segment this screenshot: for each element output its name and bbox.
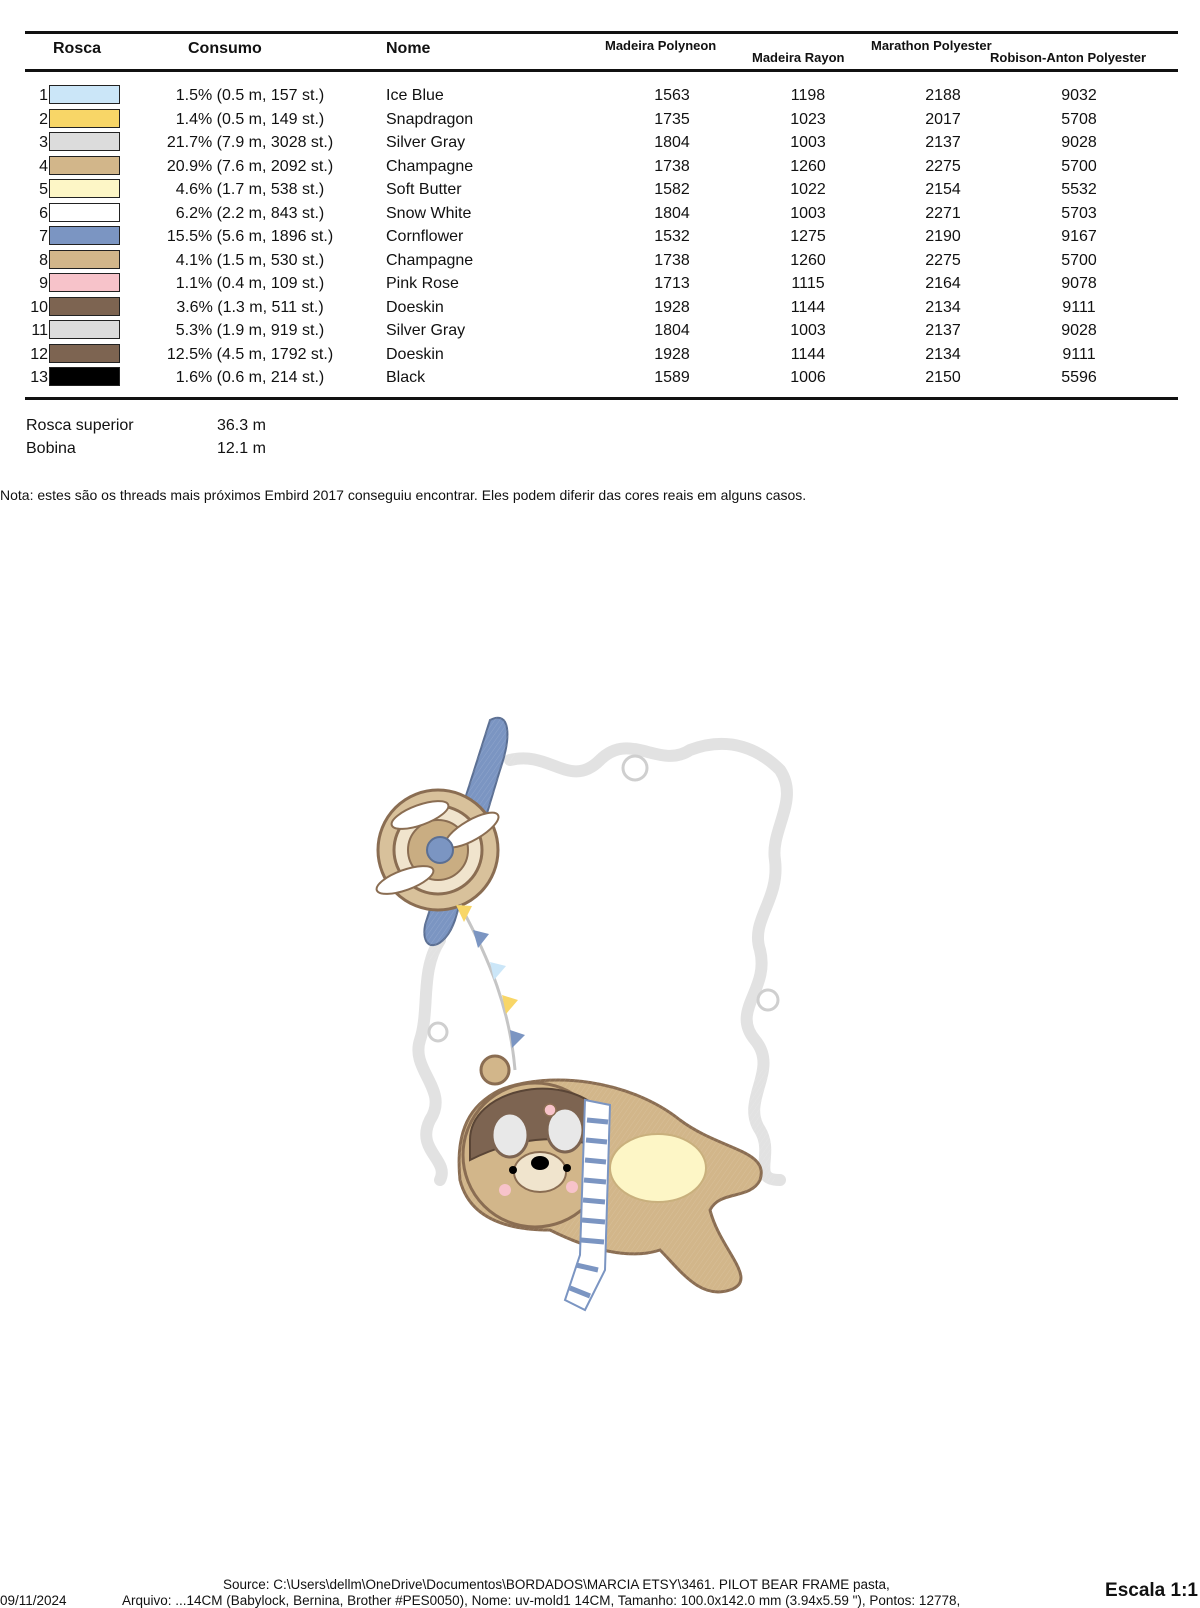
thread-index: 4: [39, 157, 48, 175]
thread-index: 1: [39, 87, 48, 104]
table-top-rule: [25, 31, 1178, 34]
thread-index: 8: [39, 251, 48, 269]
thread-index: 3: [39, 134, 48, 151]
thread-marathon-polyester: 2017: [925, 110, 961, 128]
thread-index: 7: [39, 228, 48, 245]
footer-file-info: Arquivo: ...14CM (Babylock, Bernina, Brother #PES0050), Nome: uv-mold1 14CM, Tamanho: 100.0x142.0 mm (3.94x5.59 "), Pontos: 12778,: [122, 1593, 961, 1608]
table-row: [0, 249, 1200, 273]
footer-source: Source: C:\Users\dellm\OneDrive\Documentos\BORDADOS\MARCIA ETSY\3461. PILOT BEAR FRAME pasta,: [223, 1577, 890, 1592]
table-header-rule: [25, 69, 1178, 72]
thread-marathon-polyester: 2134: [925, 345, 961, 363]
thread-name: Doeskin: [386, 298, 444, 316]
header-consumo: Consumo: [188, 40, 262, 57]
thread-consumo: 4.1% (1.5 m, 530 st.): [175, 251, 325, 269]
thread-consumo: 12.5% (4.5 m, 1792 st.): [166, 345, 334, 363]
thread-name: Soft Butter: [386, 181, 462, 198]
thread-madeira-rayon: 1198: [790, 87, 826, 104]
thread-name: Cornflower: [386, 228, 464, 245]
thread-robison-anton-polyester: 9111: [1062, 345, 1096, 363]
table-row: [0, 131, 1200, 155]
thread-madeira-polyneon: 1928: [654, 298, 690, 316]
thread-madeira-rayon: 1022: [790, 181, 826, 198]
thread-name: Ice Blue: [386, 87, 444, 104]
table-row: [0, 296, 1200, 320]
table-row: [0, 84, 1200, 108]
thread-madeira-polyneon: 1532: [654, 228, 690, 245]
thread-madeira-rayon: 1115: [791, 275, 825, 292]
table-row: [0, 155, 1200, 179]
thread-robison-anton-polyester: 9167: [1061, 228, 1097, 245]
table-row: [0, 319, 1200, 343]
thread-name: Black: [386, 369, 426, 386]
thread-consumo: 4.6% (1.7 m, 538 st.): [175, 181, 325, 198]
thread-index: 9: [39, 275, 48, 292]
thread-madeira-polyneon: 1928: [654, 345, 690, 363]
thread-madeira-polyneon: 1804: [654, 204, 690, 222]
thread-robison-anton-polyester: 5596: [1061, 369, 1097, 386]
airplane-icon: [373, 710, 515, 960]
color-swatch: [49, 132, 120, 151]
table-row: [0, 178, 1200, 202]
thread-marathon-polyester: 2164: [925, 275, 961, 292]
header-rosca: Rosca: [53, 40, 102, 57]
thread-robison-anton-polyester: 5703: [1061, 204, 1097, 222]
thread-index: 2: [39, 110, 48, 128]
embroidery-design-preview: [360, 710, 830, 1370]
thread-marathon-polyester: 2188: [925, 87, 961, 104]
color-swatch: [49, 156, 120, 175]
thread-robison-anton-polyester: 9028: [1061, 322, 1097, 339]
thread-madeira-polyneon: 1804: [654, 322, 690, 339]
bobina-label: Bobina: [26, 440, 76, 457]
color-swatch: [49, 179, 120, 198]
footer-date: 09/11/2024: [0, 1593, 67, 1608]
thread-robison-anton-polyester: 5708: [1061, 110, 1097, 128]
thread-robison-anton-polyester: 9078: [1061, 275, 1097, 292]
thread-name: Silver Gray: [386, 134, 466, 151]
table-row: [0, 202, 1200, 226]
thread-consumo: 5.3% (1.9 m, 919 st.): [175, 322, 325, 339]
table-row: [0, 108, 1200, 132]
thread-madeira-rayon: 1023: [790, 110, 826, 128]
thread-name: Silver Gray: [386, 322, 466, 339]
thread-madeira-polyneon: 1804: [654, 134, 690, 151]
color-swatch: [49, 367, 120, 386]
thread-robison-anton-polyester: 5700: [1061, 251, 1097, 269]
thread-index: 10: [30, 298, 48, 316]
color-swatch: [49, 297, 120, 316]
thread-madeira-rayon: 1144: [790, 298, 826, 316]
header-madeira-polyneon: Madeira Polyneon: [605, 38, 717, 53]
thread-robison-anton-polyester: 5700: [1061, 157, 1097, 175]
color-swatch: [49, 203, 120, 222]
thread-table-body: [0, 84, 1200, 390]
thread-consumo: 15.5% (5.6 m, 1896 st.): [166, 228, 334, 245]
bobina-value: 12.1 m: [217, 440, 266, 457]
thread-madeira-polyneon: 1735: [654, 110, 690, 128]
thread-madeira-polyneon: 1563: [654, 87, 690, 104]
thread-name: Champagne: [386, 157, 474, 175]
thread-madeira-polyneon: 1589: [654, 369, 690, 386]
color-swatch: [49, 250, 120, 269]
thread-madeira-polyneon: 1582: [654, 181, 690, 198]
thread-name: Snow White: [386, 204, 472, 222]
thread-madeira-polyneon: 1738: [654, 157, 690, 175]
thread-name: Snapdragon: [386, 110, 474, 128]
thread-madeira-polyneon: 1713: [654, 275, 690, 292]
thread-marathon-polyester: 2271: [925, 204, 961, 222]
header-madeira-rayon: Madeira Rayon: [752, 50, 845, 65]
header-marathon-polyester: Marathon Polyester: [871, 38, 992, 53]
thread-madeira-rayon: 1260: [790, 251, 826, 269]
thread-madeira-rayon: 1144: [790, 345, 826, 363]
table-row: [0, 366, 1200, 390]
thread-consumo: 20.9% (7.6 m, 2092 st.): [166, 157, 334, 175]
thread-madeira-rayon: 1003: [790, 134, 826, 151]
thread-name: Pink Rose: [386, 275, 459, 292]
thread-note: Nota: estes são os threads mais próximos Embird 2017 conseguiu encontrar. Eles podem diferir das cores reais em alguns casos.: [0, 487, 807, 503]
thread-marathon-polyester: 2137: [925, 322, 961, 339]
thread-madeira-rayon: 1275: [790, 228, 826, 245]
thread-name: Champagne: [386, 251, 474, 269]
thread-consumo: 1.1% (0.4 m, 109 st.): [175, 275, 325, 292]
thread-marathon-polyester: 2190: [925, 228, 961, 245]
color-swatch: [49, 273, 120, 292]
thread-marathon-polyester: 2150: [925, 369, 961, 386]
thread-robison-anton-polyester: 9111: [1062, 298, 1096, 316]
header-robison-anton-polyester: Robison-Anton Polyester: [990, 50, 1147, 65]
thread-consumo: 21.7% (7.9 m, 3028 st.): [166, 134, 334, 151]
thread-madeira-rayon: 1003: [790, 204, 826, 222]
thread-consumo: 1.6% (0.6 m, 214 st.): [175, 369, 325, 386]
thread-madeira-rayon: 1260: [790, 157, 826, 175]
thread-madeira-rayon: 1006: [790, 369, 826, 386]
thread-marathon-polyester: 2154: [925, 181, 961, 198]
thread-madeira-rayon: 1003: [790, 322, 826, 339]
thread-index: 11: [31, 322, 48, 339]
table-row: [0, 225, 1200, 249]
thread-marathon-polyester: 2275: [925, 157, 961, 175]
thread-marathon-polyester: 2134: [925, 298, 961, 316]
table-bottom-rule: [25, 397, 1178, 400]
footer-scale: Escala 1:1: [1105, 1580, 1198, 1601]
thread-marathon-polyester: 2137: [925, 134, 961, 151]
color-swatch: [49, 344, 120, 363]
color-swatch: [49, 85, 120, 104]
thread-consumo: 3.6% (1.3 m, 511 st.): [176, 298, 324, 316]
table-row: [0, 343, 1200, 367]
pilot-bear-illustration: [455, 1056, 775, 1310]
thread-index: 12: [30, 345, 48, 363]
header-nome: Nome: [386, 40, 431, 57]
thread-robison-anton-polyester: 5532: [1061, 181, 1097, 198]
thread-robison-anton-polyester: 9028: [1061, 134, 1097, 151]
color-swatch: [49, 109, 120, 128]
thread-index: 5: [39, 181, 48, 198]
thread-marathon-polyester: 2275: [925, 251, 961, 269]
thread-consumo: 6.2% (2.2 m, 843 st.): [175, 204, 325, 222]
thread-name: Doeskin: [386, 345, 444, 363]
table-row: [0, 272, 1200, 296]
rosca-superior-value: 36.3 m: [217, 417, 266, 434]
thread-index: 6: [39, 204, 48, 222]
color-swatch: [49, 226, 120, 245]
color-swatch: [49, 320, 120, 339]
thread-index: 13: [30, 369, 48, 386]
thread-consumo: 1.5% (0.5 m, 157 st.): [175, 87, 325, 104]
thread-madeira-polyneon: 1738: [654, 251, 690, 269]
thread-consumo: 1.4% (0.5 m, 149 st.): [175, 110, 325, 128]
rosca-superior-label: Rosca superior: [26, 417, 134, 434]
thread-robison-anton-polyester: 9032: [1061, 87, 1097, 104]
